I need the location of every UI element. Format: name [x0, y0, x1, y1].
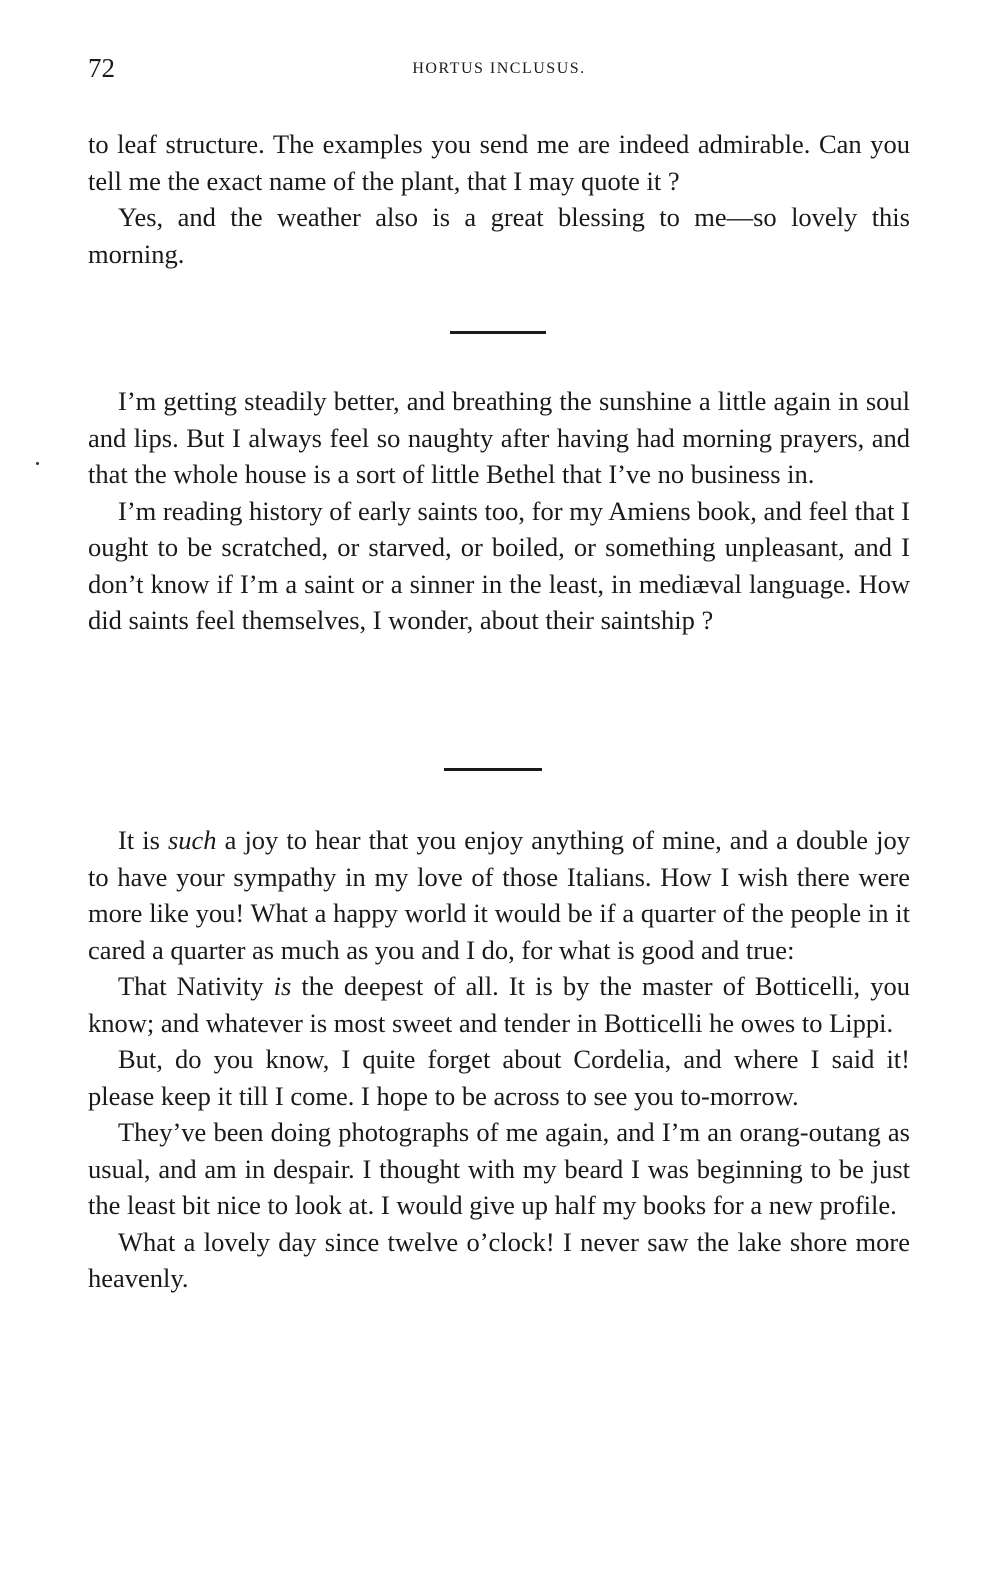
- section-divider: [450, 331, 546, 334]
- page-header: [88, 52, 910, 88]
- text-run: That Nativity: [118, 971, 274, 1001]
- section-1: [88, 126, 910, 272]
- section-3: [88, 822, 910, 1297]
- paragraph: [88, 822, 910, 968]
- paragraph: What a lovely day since twelve o’clock! I never saw the lake shore more heavenly.: [88, 1226, 910, 1293]
- section-2: [88, 383, 910, 639]
- emphasis: such: [167, 825, 217, 855]
- paragraph: They’ve been doing photographs of me again, and I’m an orang-outang as usual, and am in despair. I thought with my beard I was beginning to be just the least bit nice to look at. I would give up half my books for a new profile.: [88, 1117, 910, 1220]
- running-head: HORTUS INCLUSUS.: [412, 60, 586, 77]
- paragraph: I’m reading history of early saints too, for my Amiens book, and feel that I ought to be scratched, or starved, or boiled, or something unpleasant, and I don’t know if I’m a saint or a sinner in the least, in mediæval language. How did saints feel themselves, I wonder, about their saintship ?: [88, 495, 910, 635]
- paragraph: to leaf structure. The examples you send me are indeed admirable. Can you tell me the exact name of the plant, that I may quote it ?: [88, 129, 910, 196]
- text-run: the deepest of all. It is by the master of Botticelli, you know; and whatever is most sweet and tender in Botticelli he owes to Lippi.: [88, 971, 910, 1038]
- paragraph: But, do you know, I quite forget about Cordelia, and where I said it! please keep it till I come. I hope to be across to see you to-morrow.: [88, 1044, 910, 1111]
- section-divider: [444, 768, 542, 771]
- text-run: a joy to hear that you enjoy anything of mine, and a double joy to have your sympathy in my love of those Italians. How I wish there were more like you! What a happy world it would be if a quarter of the people in it cared a quarter as much as you and I do, for what is good and true:: [88, 825, 910, 965]
- text-run: It is: [118, 825, 168, 855]
- paragraph: [88, 968, 910, 1041]
- page-number: 72: [88, 53, 115, 83]
- margin-mark: [36, 462, 39, 465]
- emphasis: is: [273, 971, 292, 1001]
- paragraph: I’m getting steadily better, and breathing the sunshine a little again in soul and lips. But I always feel so naughty after having had morning prayers, and that the whole house is a sort of little Bethel that I’ve no business in.: [88, 386, 910, 489]
- paragraph: Yes, and the weather also is a great blessing to me—so lovely this morning.: [88, 202, 910, 269]
